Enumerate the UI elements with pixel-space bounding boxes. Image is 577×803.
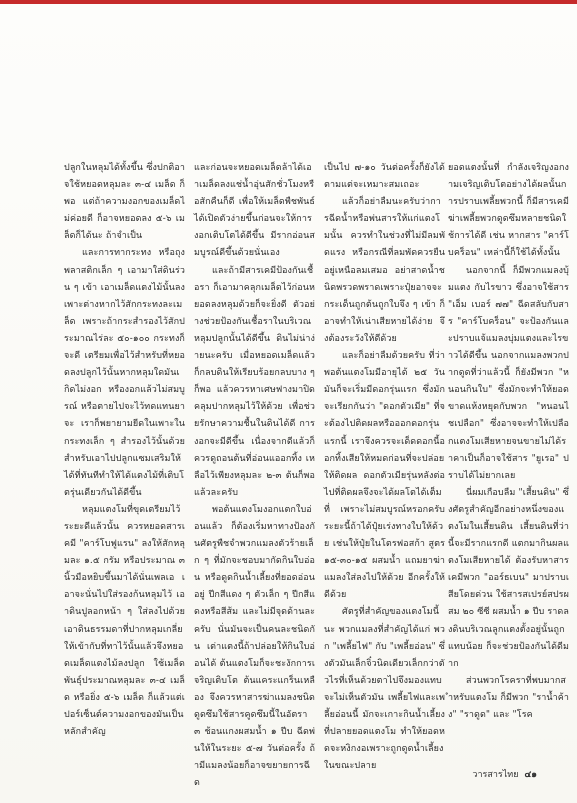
article-column-2 — [194, 160, 315, 789]
column-4-paragraph-1: ยอดแตงนั้นที่ กำลังเจริญงอกงามเจริญเติบโตอย่างได้ผลนั้นการปราบเพลี้ยพวกนี้ ก็มีสารเคมีฆ่าเพลี้ยพวกดูดซึมหลายชนิดใช้การได้ดี เช่น หากสาร "คาร์โบคร็อน" เหล่านี้ก็ใช้ได้ทั้งนั้น — [448, 163, 569, 259]
column-1-paragraph-2: และการทากระทง หรือถุงพลาสติกเล็ก ๆ เอามาใส่ดินร่วน ๆ เข้า เอาเมล็ดแตงไม้นั้นลงเพาะต่างหากไว้สักกระทงละเมล็ด เพราะถ้ากระสำรองไว้สักประมาณไร่ละ ๕๐-๑๐๐ กระทงก็จะดี เตรียมเพื่อไว้สำหรับที่หยอดลงปลูกไว้นั้นหากหลุมใดมันเกิดไม่งอก หรืองอกแล้วไม่สมบูรณ์ หรือตายไปจะไว้ทดแทนยาจะ เราก็พยายามยีดในเพาะในกระทงเล็ก ๆ สำรองไว้นั้นด้วย สำหรับเอาไปปลูกแซมเสริมให้ได้ที่ทันทีทำให้ได้แตงไม้ที่เติบโตรุ่นเดียวกันได้ดีขึ้น — [64, 248, 185, 498]
column-3-paragraph-2: แล้วก็อย่าลืมนะครับว่าการฉีดน้ำหรือพ่นสารให้แก่แตงโมนั้น ควรทำในช่วงที่ไม่มีลมพัดแรง หรือกรณีที่ลมพัดควรยืนอยู่เหนือลมเสมอ อย่าสาดน้ำชนิดพรวดพราดเพราะปุ๋ยอาจจะกระเด็นถูกต้นถูกใบจึง ๆ เข้า ก็อาจทำให้เน่าเสียหายได้ง่าย จึงต้องระวังให้ดีด้วย — [324, 197, 445, 344]
publication-name: วารสารไทย — [472, 770, 519, 780]
page-footer — [472, 767, 537, 781]
article-column-3 — [324, 160, 445, 770]
article-column-4 — [448, 160, 569, 760]
column-2-paragraph-2: และถ้ามีสารเคมีป้องกันเชื้อรา ก็เอามาคลุกเมล็ดไว้ก่อนหยอดลงหลุมด้วยก็จะยิ่งดี ตัวอย่างช่วยป้องกันเชื้อราในบริเวณหลุมปลูกนั้นได้ดีขึ้น ดินไม่น่าง่ายนะครับ เมื่อหยอดเมล็ดแล้วก็กลบดินให้เรียบร้อยกลบบาง ๆ ก็พอ แล้วควรหาเศษฟางมาปิดคลุมปากหลุมไว้ให้ด้วย เพื่อช่วยรักษาความชื้นในดินได้ดี การงอกจะมีดีขึ้น เนื่องจากดีแล้วก็ควรดูถอนต้นที่อ่อนแออกทิ้ง เหลือไว้เพียงหลุมละ ๒-๓ ต้นก็พอแล้วละครับ — [194, 265, 315, 498]
column-4-paragraph-3: นี่ผมเกือบลืม "เสี้ยนดิน" ซึ่งศัตรูสำคัญอีกอย่างหนึ่งของแตงโมในเสี้ยนดิน เสี้ยนดินที่ว่านี้จะมีรากแรกดี แตกมากินผลแตงโมเสียหายได้ ต้องรับหาสารเคมีพวก "ออร์ธเบน" มาปราบเสียโดยด่วน ใช้สารสเปรย์สปรผสม ๒๐ ซีซี ผสมน้ำ ๑ ปีบ ราดลงดินบริเวณลูกแตงตั้งอยู่นั้นถูกแทบน้อย ก็จะช่วยป้องกันได้ดีมาก — [448, 487, 569, 669]
article-column-1 — [64, 160, 185, 750]
column-3-paragraph-1: เป็นไป ๗-๑๐ วันต่อครั้งก็ยังได้ ตามแต่จะเหมาะสมเถอะ — [324, 163, 445, 191]
column-3-paragraph-4: ศัตรูที่สำคัญของแตงโมนี้นะ พวกแมลงที่สำคัญได้แก่ พวก "เพลี้ยไฟ" กับ "เพลี้ยอ่อน" ซึ่งตัวมันเล็กจิ๋วนิดเดียวเล็กกว่าตัวไรที่เห็นด้วยตาไปจึงมองแทบจะไม่เห็นตัวมัน เพลี้ยไฟและเพลี้ยอ่อนนี้ มักจะเกาะกินน้ำเลี้ยงที่ปลายยอดแตงโม ทำให้ยอดหดจะหงิกงอเพราะถูกดูดน้ำเลี้ยงในขณะปลาย — [324, 607, 445, 772]
column-4-paragraph-2: นอกจากนี้ ก็มีพวกแมลงบุ้มแตง กับไรขาว ซึ่งอาจใช้สาร "เอ็ม เบอร์ ๗๗" ฉีดสลับกับสาร "คาร์โบคร็อน" จะป้องกันและปราบแจ้แมลงบุ่มแตงและไรขาวได้ดีขึ้น นอกจากแมลงพวกปากดูดที่ว่าแล้วนี้ ก็ยังมีพวก "หนอนกินใบ" ซึ่งมักจะทำให้ยอดขาดแห้งหยุดกับพวก "หนอนไชเปลือก" ซึ่งอาจจะทำให้เปลือกแตงโมเสียหายจนขายไม่ได้ราคาเป็นก็อาจใช้สาร "ยูเรอ" ปราบได้ไม่ยากเลย — [448, 265, 569, 481]
page-number: ๔๑ — [524, 770, 537, 780]
column-2-paragraph-3: พอต้นแตงโมงอกแตกใบอ่อนแล้ว ก็ต้องเริ่มหาทางป้องกันศัตรูพืชจำพวกแมลงตัวร้ายเล็ก ๆ ที่มักจะชอบมากัดกินใบอ่อน หรือดูดกินน้ำเลี้ยงที่ยอดอ่อนอยู่ ปีกสีแดง ๆ ตัวเล็ก ๆ ปีกสีแดงหรือสีส้ม และไม่มีจุดด้านละครับ นั่นมันจะเป็นคนละชนิดกัน เต่าแตงนี้ถ้าปล่อยให้กินใบอ่อนได้ ต้นแตงโมก็จะชะงักการเจริญเติบโต ต้นแคระแกร็นเหลือง จึงควรหาสารฆ่าแมลงชนิดดูดซึมใช้สารคูดซึมนี้ในอัตรา ๓ ช้อนแกงผสมน้ำ ๑ ปีบ ฉีดพ่นให้ในระยะ ๕-๗ วันต่อครั้ง ถ้ามีแมลงน้อยก็อาจขยายการฉีด — [194, 504, 315, 789]
column-1-paragraph-1: ปลูกในหลุมได้ทั้งขึ้น ซึ่งปกติอาจใช้หยอดหลุมละ ๓-๔ เมล็ด ก็พอ แต่ถ้าความงอกของเมล็ดไม่ค่อยดี ก็อาจหยอดลง ๕-๖ เมล็ดก็ได้นะ ถ้าจำเป็น — [64, 163, 185, 242]
column-1-paragraph-3: หลุมแตงโมที่ขุดเตรียมไว้ระยะดีแล้วนั้น ควรหยอดสารเคมี "คาร์โบฟูแรน" ลงให้สักหลุมละ ๑.๕ กรัม หรือประมาณ ๓ นิ้วมือหยิบขึ้นมาได้นั่นเพลเอ เอาจะนั่นไปใส่รองก้นหลุมไว้ เอาดินปูลอกหน้า ๆ ใส่ลงไปด้วย เอาดินธรรมดาที่ปากหลุมเกลี่ยให้เข้ากับที่ทาไว้นั้นแล้วจึงหยอดเมล็ดแตงไม้ลงปลูก ใช้เมล็ดพันธุ์ประมาณหลุมละ ๓-๔ เมล็ด หรือยิ่ง ๕-๖ เมล็ด ก็แล้วแต่เปอร์เซ็นต์ความงอกของมันเป็นหลักสำคัญ — [64, 504, 185, 738]
top-accent-bar — [0, 0, 577, 4]
column-4-paragraph-4: ส่วนพวกโรคราที่พบมากสำหรับแตงโม ก็มีพวก "ราน้ำค้าง" "ราดูด" และ "โรค — [448, 675, 569, 720]
column-3-paragraph-3: และก็อย่าลืมด้วยครับ ที่ว่าพอต้นแตงโมมีอายุได้ ๒๕ วัน มันก็จะเริ่มมีดอกรุ่นแรก ซึ่งมักจะเรียกกันว่า "ดอกตัวเมีย" ที่จะต้องไปติดผลหรือออกดอกรุ่นแรกนี้ เราจึงควรจะเด็ดดอกนี้ออกทิ้งเสียให้หมดก่อนที่จะปล่อยให้ติดผล ดอกตัวเมียรุ่นหลังต่อไปที่ติดผลจึงจะได้ผลโตได้เต็มที่ เพราะไม่สมบูรณ์หรอกครับ ระยะนี้ถ้าได้ปุ๋ยเร่งทางใบให้ด้วย เช่นให้ปุ๋ยในโตรฟอสก้า สูตร ๑๕-๓๐-๑๕ ผสมน้ำ แถมยาฆ่าแมลงใส่ลงไปให้ด้วย อีกครั้งให้ดีด้วย — [324, 351, 445, 601]
column-2-paragraph-1: และก่อนจะหยอดเมล็ดล้าได้เอาเมล็ดลงแช่น้ำอุ่นสักชั่วโมงหรือสักคืนก็ดี เพื่อให้เมล็ดพืชพันธ์ได้เปิดตัวง่ายขึ้นก่อนจะให้การงอกเติบโตได้ดีขึ้น มีรากอ่อนสมบูรณ์ดีขึ้นด้วยนั่นเอง — [194, 163, 315, 259]
